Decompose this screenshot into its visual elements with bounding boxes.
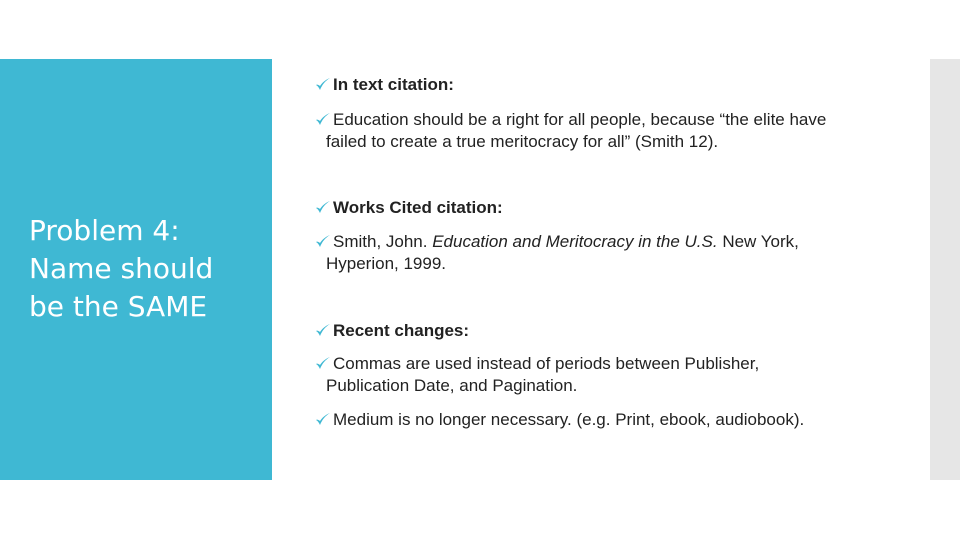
in-text-heading: In text citation: (333, 75, 454, 94)
commas-line-1: Commas are used instead of periods between Publisher, (333, 354, 760, 373)
medium-text: Medium is no longer necessary. (e.g. Print, ebook, audiobook). (333, 410, 805, 429)
commas-line-2: Publication Date, and Pagination. (326, 376, 578, 395)
bullet-commas (315, 353, 890, 397)
check-arrow-icon (315, 200, 331, 214)
recent-heading: Recent changes: (333, 321, 470, 340)
works-cited-rest: New York, (717, 232, 799, 251)
in-text-example-line-2: failed to create a true meritocracy for all” (Smith 12). (326, 132, 719, 151)
title-line-3: be the SAME (29, 290, 208, 323)
bullet-works-cited-example (315, 231, 890, 275)
works-cited-line-2: Hyperion, 1999. (326, 254, 447, 273)
bullet-medium (315, 409, 890, 431)
bullet-in-text-example (315, 109, 890, 153)
check-arrow-icon (315, 323, 331, 337)
bullet-in-text-heading (315, 74, 890, 96)
side-strip (930, 59, 960, 480)
title-line-1: Problem 4: (29, 214, 180, 247)
slide-title (29, 212, 264, 326)
title-line-2: Name should (29, 252, 214, 285)
bullet-works-cited-heading (315, 197, 890, 219)
bullet-recent-heading (315, 320, 890, 342)
works-cited-heading: Works Cited citation: (333, 198, 503, 217)
works-cited-author: Smith, John. (333, 232, 433, 251)
check-arrow-icon (315, 234, 331, 248)
check-arrow-icon (315, 412, 331, 426)
works-cited-book-title: Education and Meritocracy in the U.S. (432, 232, 718, 251)
check-arrow-icon (315, 77, 331, 91)
in-text-example-line-1: Education should be a right for all people, because “the elite have (333, 110, 827, 129)
check-arrow-icon (315, 112, 331, 126)
check-arrow-icon (315, 356, 331, 370)
